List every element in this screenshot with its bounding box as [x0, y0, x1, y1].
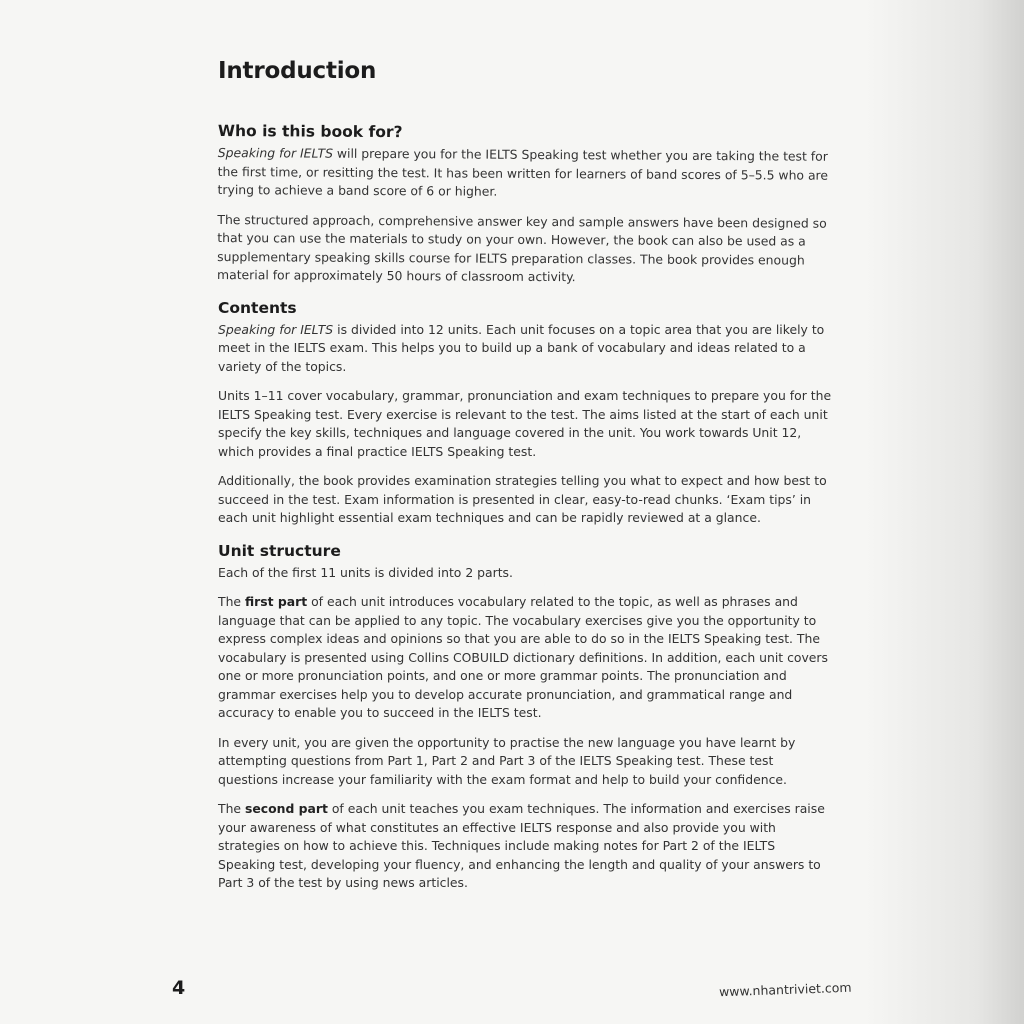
paragraph-contents-3: Additionally, the book provides examination strategies telling you what to expect and how best to succeed in the test. Exam information is presented in clear, easy-to-read chunks. ‘Exam tips’ in each unit highlight essential exam techniques and can be rapidly reviewed at a glance.: [218, 473, 827, 525]
paragraph-unit-2: The first part of each unit introduces vocabulary related to the topic, as well as phrases and language that can be applied to any topic. The vocabulary exercises give you the opportunity to express complex ideas and opinions so that you are able to do so in the IELTS Speaking test. The vocabulary is presented using Collins COBUILD dictionary definitions. In addition, each unit covers one or more pronunciation points, and one or more grammar points. The pronunciation and grammar exercises help you to develop accurate pronunciation, and grammatical range and accuracy to enable you to succeed in the IELTS test.: [218, 594, 828, 720]
first-part-bold: first part: [244, 594, 308, 609]
section-heading-unit-structure: Unit structure: [218, 541, 341, 560]
book-title-italic: Speaking for IELTS: [218, 321, 334, 337]
book-title-italic: Speaking for IELTS: [217, 144, 334, 161]
paragraph-who-2: The structured approach, comprehensive answer key and sample answers have been designed so that you can use the materials to study on your own. However, the book can also be used as a supplementary speaking skills course for IELTS preparation classes. The book provides enough material for approximately 50 hours of classroom activity.: [217, 211, 827, 285]
page-content: [218, 58, 833, 907]
section-heading-who: Who is this book for?: [217, 122, 403, 142]
paragraph-unit-4: The second part of each unit teaches you exam techniques. The information and exercises raise your awareness of what constitutes an effective IELTS response and also provide you with strategies on how to achieve this. Techniques include making notes for Part 2 of the IELTS Speaking test, developing your fluency, and enhancing the length and quality of your answers to Part 3 of the test by using news articles.: [218, 801, 825, 890]
paragraph-who-1: Speaking for IELTS will prepare you for the IELTS Speaking test whether you are taking the test for the first time, or resitting the test. It has been written for learners of band scores of 5–5.5 who are trying to achieve a band score of 6 or higher.: [217, 144, 829, 199]
section-who-is-this-book-for: [217, 122, 833, 288]
section-heading-contents: Contents: [218, 298, 297, 317]
paragraph-contents-2: Units 1–11 cover vocabulary, grammar, pronunciation and exam techniques to prepare you for the IELTS Speaking test. Every exercise is relevant to the test. The aims listed at the start of each unit specify the key skills, techniques and language covered in the unit. You work towards Unit 12, which provides a final practice IELTS Speaking test.: [218, 388, 832, 459]
second-part-bold: second part: [244, 801, 328, 816]
page-number: 4: [172, 977, 186, 999]
section-contents: [218, 299, 833, 528]
paragraph-contents-1: Speaking for IELTS is divided into 12 units. Each unit focuses on a topic area that you are likely to meet in the IELTS exam. This helps you to build up a bank of vocabulary and ideas related to a variety of the topics.: [218, 321, 825, 374]
section-unit-structure: [218, 542, 833, 893]
paragraph-unit-1: Each of the first 11 units is divided into 2 parts.: [218, 564, 513, 580]
page-edge-shadow: [864, 0, 1024, 1024]
publisher-website: www.nhantriviet.com: [718, 979, 852, 1000]
paragraph-unit-3: In every unit, you are given the opportunity to practise the new language you have learnt by attempting questions from Part 1, Part 2 and Part 3 of the IELTS Speaking test. These test questions increase your familiarity with the exam format and help to build your confidence.: [218, 734, 796, 787]
page-title: Introduction: [218, 58, 377, 84]
